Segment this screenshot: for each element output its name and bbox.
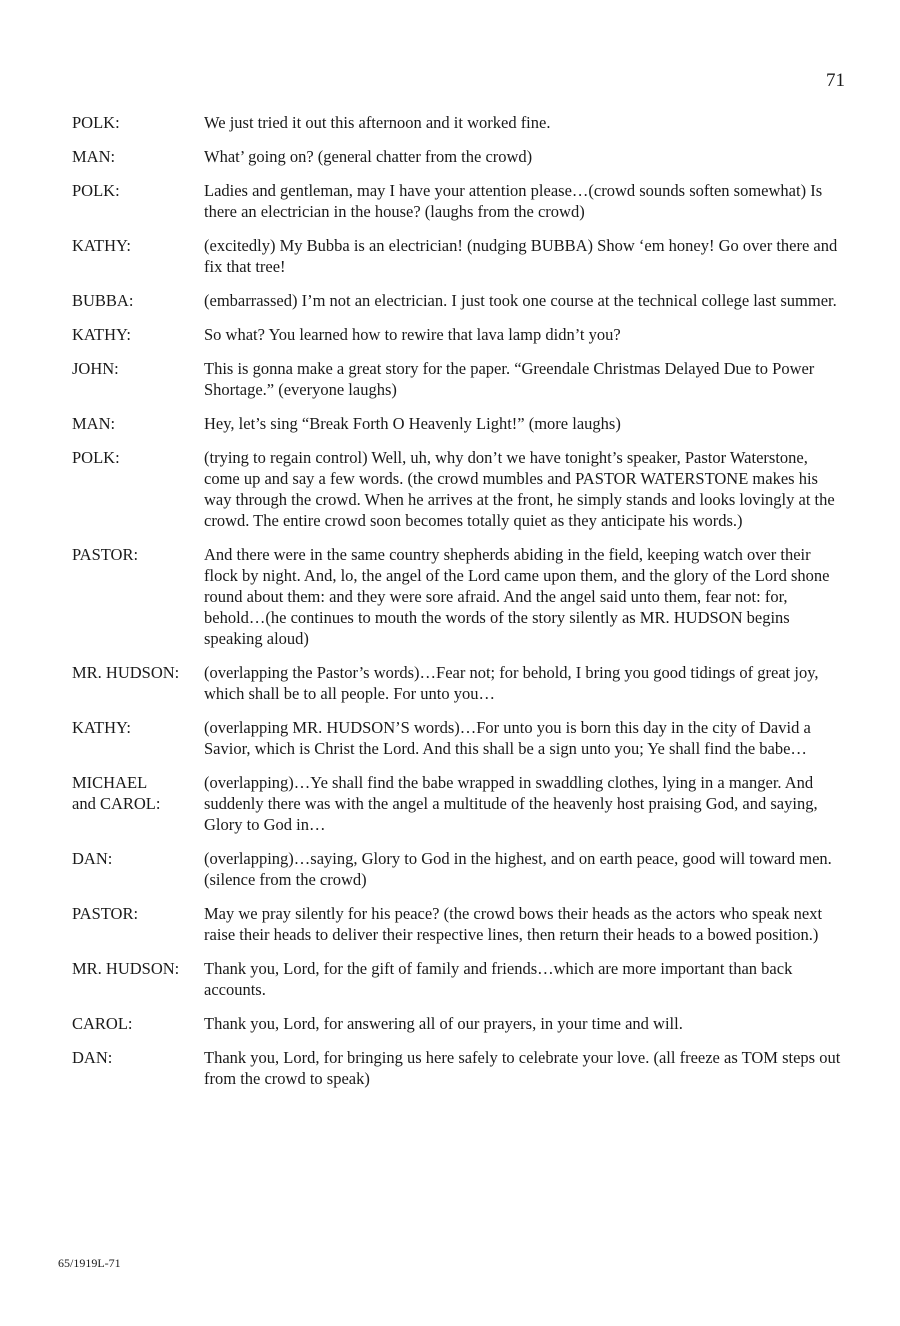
page-number: 71 — [826, 70, 845, 91]
dialogue-text: (embarrassed) I’m not an electrician. I just took one course at the technical college last summer. — [204, 291, 837, 310]
dialogue-text: And there were in the same country shepherds abiding in the field, keeping watch over their flock by night. And, lo, the angel of the Lord came upon them, and the glory of the Lord shone round about them: and they were sore afraid. And the angel said unto them, fear not: for, behold…(he continues to mouth the words of the story silently as MR. HUDSON begins speaking aloud) — [204, 545, 830, 648]
speaker-name: JOHN: — [72, 359, 119, 378]
dialogue-text: May we pray silently for his peace? (the crowd bows their heads as the actors who speak next raise their heads to deliver their respective lines, then return their heads to a bowed position.) — [204, 904, 823, 944]
dialogue-line — [72, 662, 842, 704]
speaker-name: POLK: — [72, 181, 120, 200]
speaker-name: KATHY: — [72, 325, 131, 344]
dialogue-text: Hey, let’s sing “Break Forth O Heavenly Light!” (more laughs) — [204, 414, 621, 433]
dialogue-text: What’ going on? (general chatter from the crowd) — [204, 147, 533, 166]
dialogue-text: (overlapping the Pastor’s words)…Fear not; for behold, I bring you good tidings of great joy, which shall be to all people. For unto you… — [204, 663, 819, 703]
dialogue-line — [72, 324, 842, 345]
dialogue-line — [72, 958, 842, 1000]
speaker-name: KATHY: — [72, 718, 131, 737]
dialogue-line — [72, 112, 842, 133]
dialogue-text: So what? You learned how to rewire that lava lamp didn’t you? — [204, 325, 621, 344]
speaker-name: MICHAEL and CAROL: — [72, 773, 161, 813]
speaker-name: POLK: — [72, 113, 120, 132]
speaker-name: BUBBA: — [72, 291, 134, 310]
dialogue-line — [72, 717, 842, 759]
page-footer-code: 65/1919L-71 — [58, 1256, 121, 1270]
speaker-name: CAROL: — [72, 1014, 133, 1033]
dialogue-line — [72, 146, 842, 167]
dialogue-line — [72, 1047, 842, 1089]
speaker-name: MAN: — [72, 414, 116, 433]
speaker-name: PASTOR: — [72, 904, 139, 923]
speaker-name: MR. HUDSON: — [72, 663, 180, 682]
dialogue-line — [72, 290, 842, 311]
dialogue-text: Thank you, Lord, for the gift of family and friends…which are more important than back accounts. — [204, 959, 793, 999]
speaker-name: DAN: — [72, 1048, 113, 1067]
dialogue-line — [72, 358, 842, 400]
dialogue-text: This is gonna make a great story for the paper. “Greendale Christmas Delayed Due to Power Shortage.” (everyone laughs) — [204, 359, 815, 399]
speaker-name: MAN: — [72, 147, 116, 166]
dialogue-line — [72, 447, 842, 531]
dialogue-text: (trying to regain control) Well, uh, why don’t we have tonight’s speaker, Pastor Waterstone, come up and say a few words. (the crowd mumbles and PASTOR WATERSTONE makes his way through the crowd. When he arrives at the front, he simply stands and looks lovingly at the crowd. The entire crowd soon becomes totally quiet as they anticipate his words.) — [204, 448, 835, 530]
dialogue-line — [72, 235, 842, 277]
dialogue-text: (overlapping MR. HUDSON’S words)…For unto you is born this day in the city of David a Savior, which is Christ the Lord. And this shall be a sign unto you; Ye shall find the babe… — [204, 718, 811, 758]
speaker-name: PASTOR: — [72, 545, 139, 564]
dialogue-text: (overlapping)…saying, Glory to God in the highest, and on earth peace, good will toward men. (silence from the crowd) — [204, 849, 832, 889]
speaker-name: MR. HUDSON: — [72, 959, 180, 978]
speaker-name: DAN: — [72, 849, 113, 868]
dialogue-text: Thank you, Lord, for answering all of our prayers, in your time and will. — [204, 1014, 683, 1033]
dialogue-line — [72, 1013, 842, 1034]
dialogue-line — [72, 180, 842, 222]
dialogue-line — [72, 544, 842, 649]
script-dialogue — [72, 112, 842, 1102]
dialogue-text: Thank you, Lord, for bringing us here safely to celebrate your love. (all freeze as TOM steps out from the crowd to speak) — [204, 1048, 841, 1088]
dialogue-text: (overlapping)…Ye shall find the babe wrapped in swaddling clothes, lying in a manger. And suddenly there was with the angel a multitude of the heavenly host praising God, and saying, Glory to God in… — [204, 773, 818, 834]
dialogue-line — [72, 903, 842, 945]
dialogue-line — [72, 848, 842, 890]
dialogue-text: Ladies and gentleman, may I have your attention please…(crowd sounds soften somewhat) Is there an electrician in the house? (laughs from the crowd) — [204, 181, 823, 221]
dialogue-text: We just tried it out this afternoon and it worked fine. — [204, 113, 551, 132]
speaker-name: KATHY: — [72, 236, 131, 255]
speaker-name: POLK: — [72, 448, 120, 467]
dialogue-line — [72, 772, 842, 835]
dialogue-text: (excitedly) My Bubba is an electrician! (nudging BUBBA) Show ‘em honey! Go over there and fix that tree! — [204, 236, 838, 276]
dialogue-line — [72, 413, 842, 434]
